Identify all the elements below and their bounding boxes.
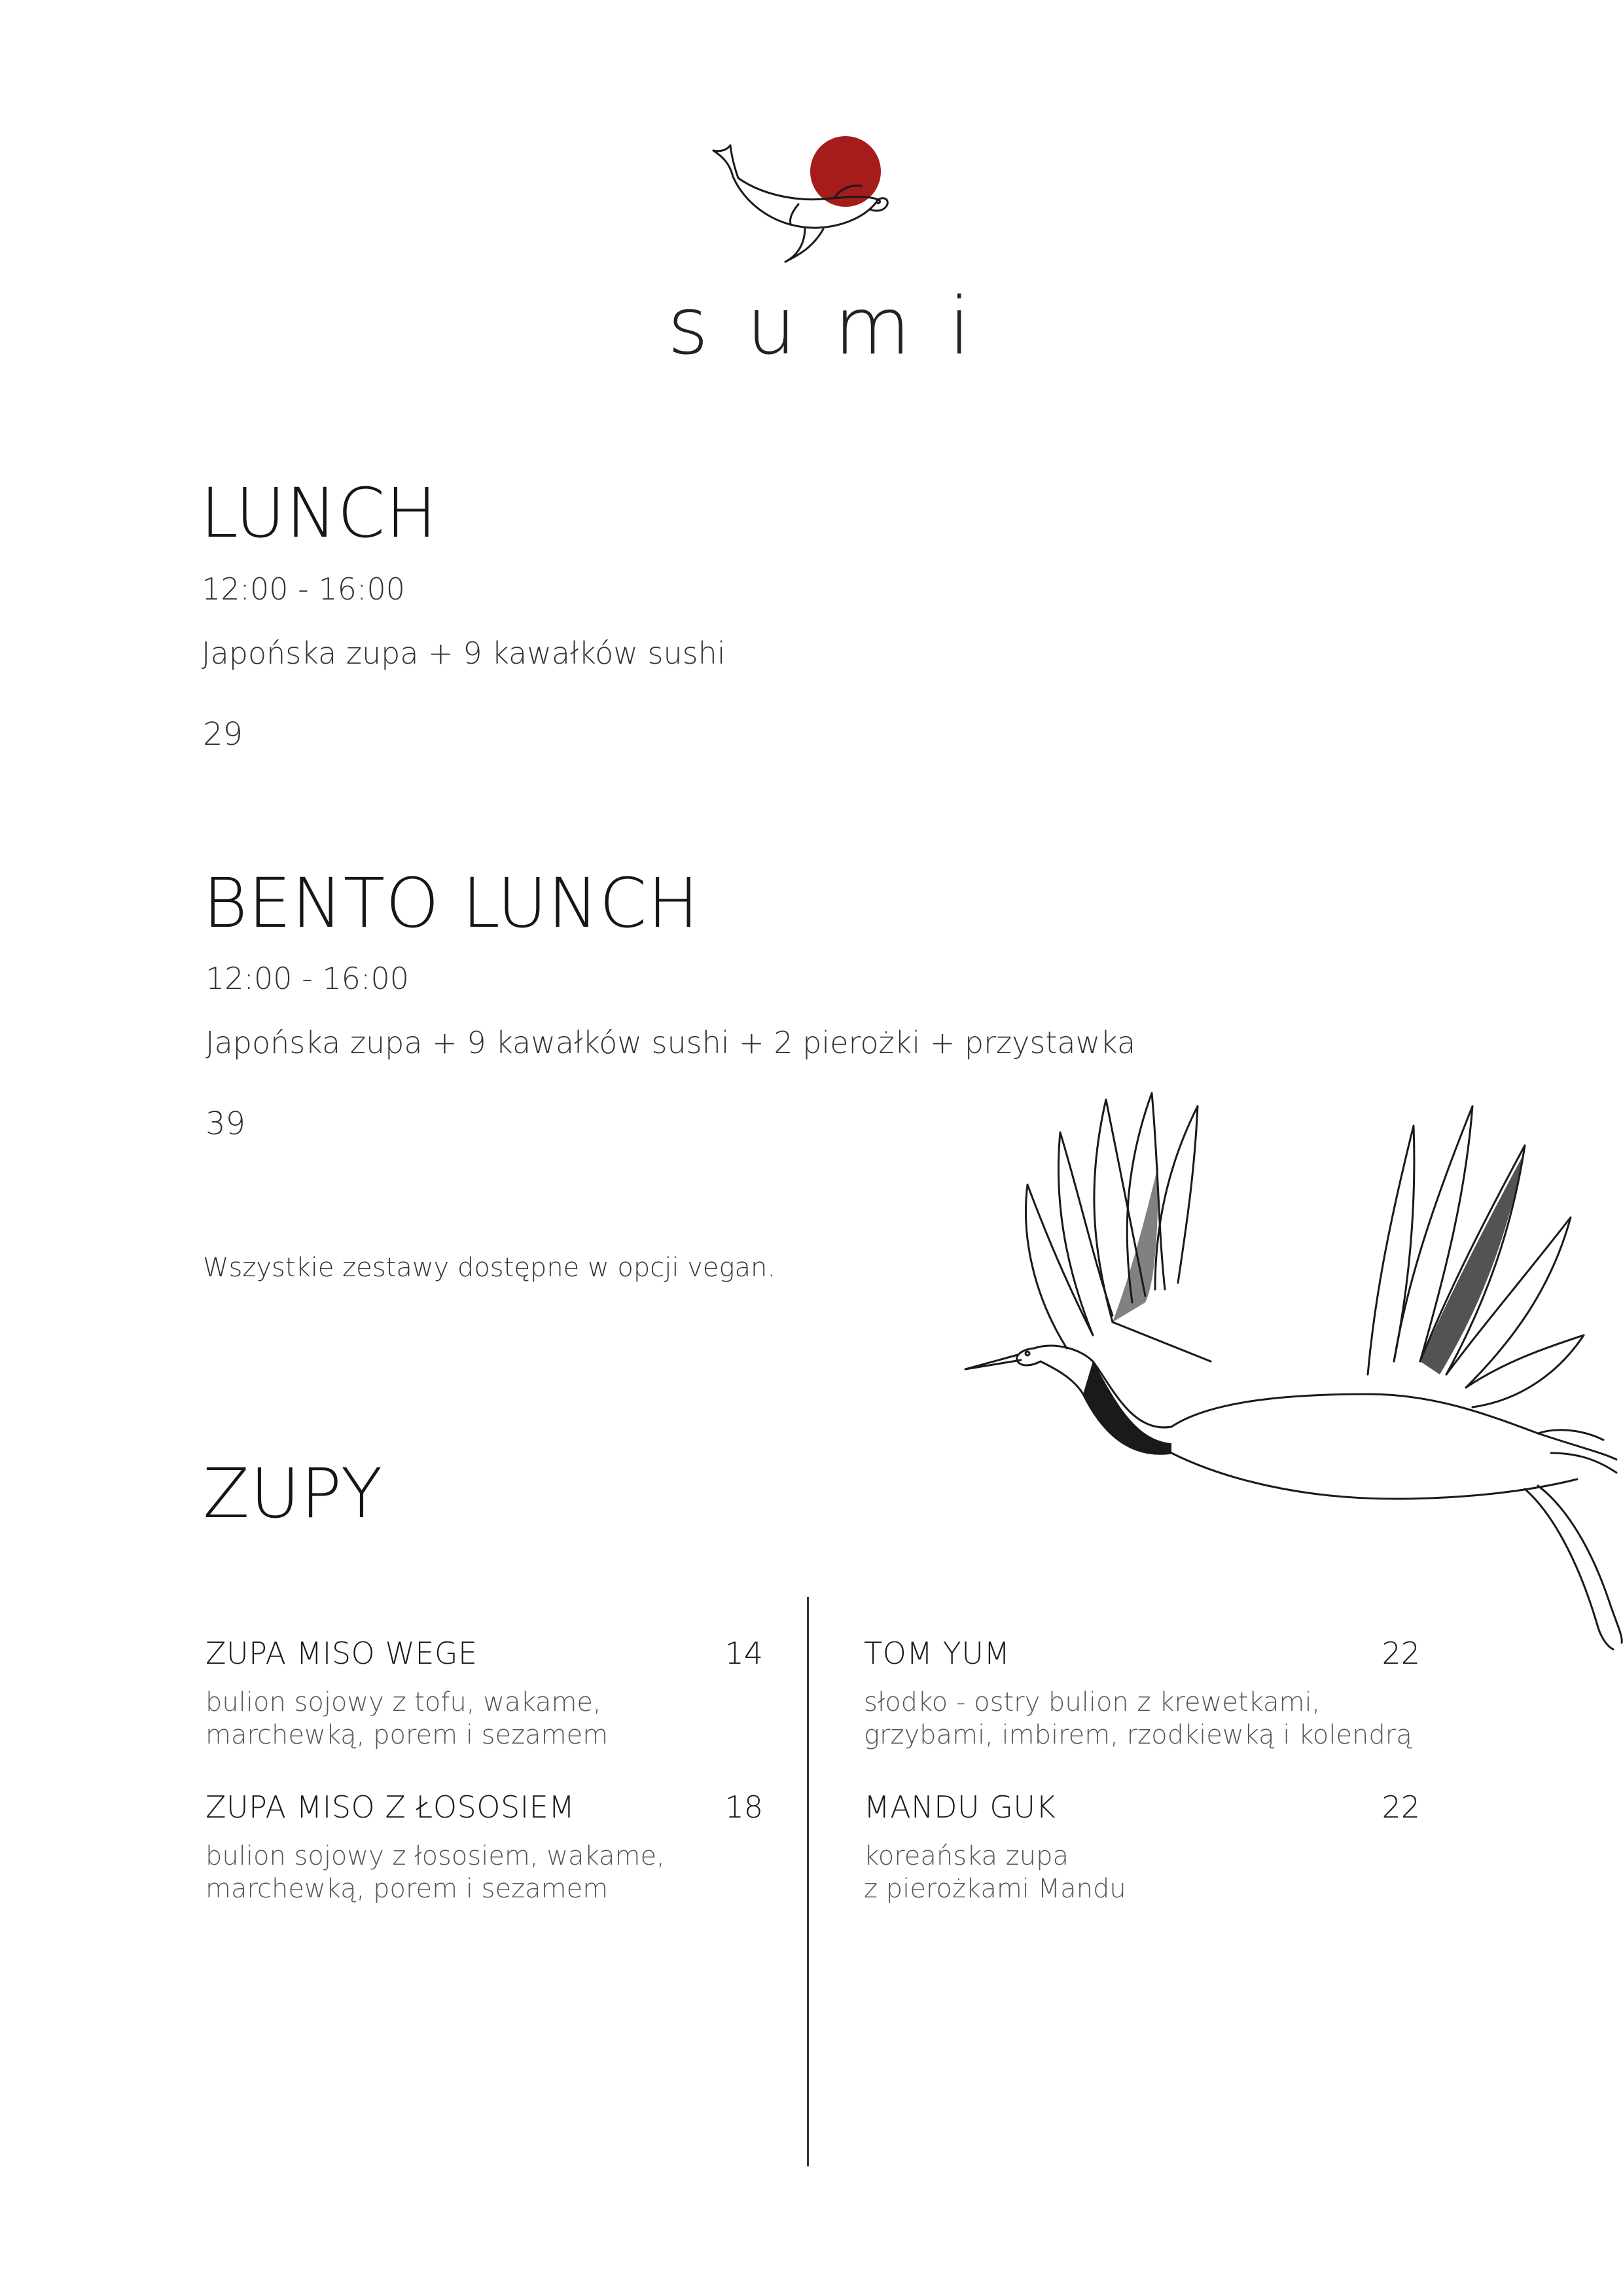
lunch-hours: 12:00 - 16:00 — [202, 571, 405, 607]
lunch-description: Japońska zupa + 9 kawałków sushi — [202, 636, 726, 671]
bento-price: 39 — [205, 1105, 246, 1142]
flying-crane-illustration — [897, 1086, 1623, 1689]
soup-name-tom-yum: TOM YUM — [864, 1636, 1010, 1671]
soup-name-miso-losos: ZUPA MISO Z ŁOSOSIEM — [205, 1789, 575, 1825]
soups-title: ZUPY — [203, 1454, 383, 1534]
brand-name: sumi — [668, 281, 1008, 372]
lunch-title: LUNCH — [200, 473, 438, 553]
soup-price-miso-losos: 18 — [724, 1789, 763, 1825]
soup-name-mandu-guk: MANDU GUK — [864, 1789, 1056, 1825]
bento-title: BENTO LUNCH — [203, 863, 700, 943]
koi-fish-logo-icon — [707, 131, 903, 281]
soup-desc-mandu-guk: koreańska zupa z pierożkami Mandu — [864, 1841, 1126, 1904]
soup-desc-miso-wege: bulion sojowy z tofu, wakame, marchewką, porem i sezamem — [205, 1687, 609, 1750]
vegan-note: Wszystkie zestawy dostępne w opcji vegan. — [203, 1253, 776, 1283]
soup-desc-tom-yum: słodko - ostry bulion z krewetkami, grzybami, imbirem, rzodkiewką i kolendrą — [864, 1687, 1412, 1750]
soup-price-miso-wege: 14 — [724, 1636, 763, 1671]
soup-desc-miso-losos: bulion sojowy z łososiem, wakame, marchewką, porem i sezamem — [205, 1841, 665, 1904]
column-divider — [807, 1597, 809, 2166]
bento-description: Japońska zupa + 9 kawałków sushi + 2 pierożki + przystawka — [205, 1025, 1136, 1060]
soup-price-tom-yum: 22 — [1382, 1636, 1420, 1671]
soup-price-mandu-guk: 22 — [1382, 1789, 1420, 1825]
soup-name-miso-wege: ZUPA MISO WEGE — [205, 1636, 478, 1671]
bento-hours: 12:00 - 16:00 — [205, 961, 409, 996]
lunch-price: 29 — [203, 716, 243, 753]
